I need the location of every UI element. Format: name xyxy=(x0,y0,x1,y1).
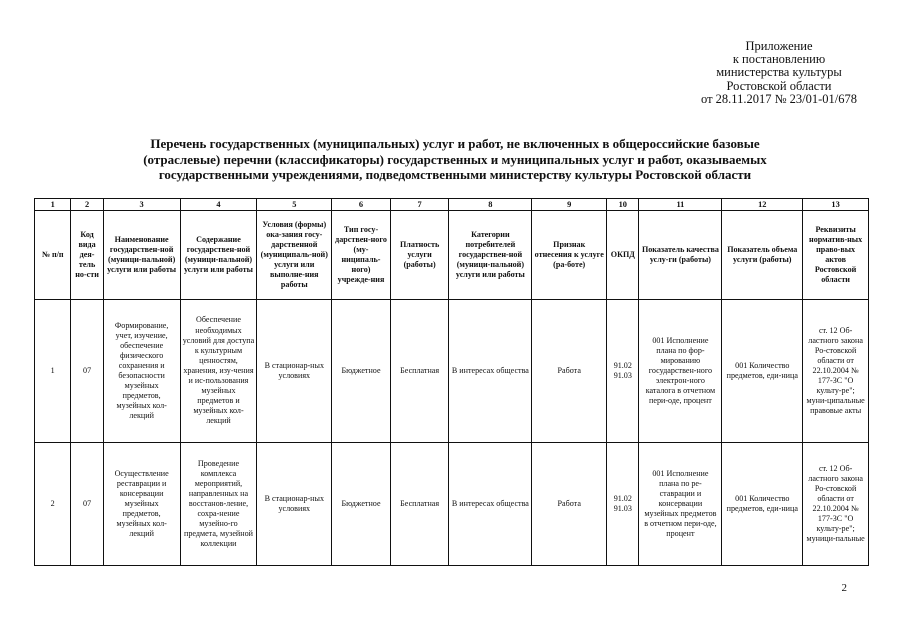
appendix-block xyxy=(701,40,857,106)
column-header: Признак отнесения к услуге (ра-боте) xyxy=(532,211,607,300)
cell-okpd: 91.02 91.03 xyxy=(607,443,639,566)
column-header: Реквизиты норматив-ных право-вых актов Ростовской области xyxy=(803,211,869,300)
cell-payment: Бесплатная xyxy=(390,443,449,566)
column-header: Показатель объема услуги (работы) xyxy=(722,211,803,300)
cell-acts: ст. 12 Об-ластного закона Ро-стовской области от 22.10.2004 № 177-ЗС "О культу-ре"; муници-пальные xyxy=(803,443,869,566)
column-header: № п/п xyxy=(35,211,71,300)
column-header: Категории потребителей государствен-ной (муници-пальной) услуги или работы xyxy=(449,211,532,300)
appendix-line: к постановлению xyxy=(732,52,826,67)
cell-volume: 001 Количество предметов, еди-ница xyxy=(722,300,803,443)
column-header: Тип госу-дарствен-ного (му-ниципаль-ного) учрежде-ния xyxy=(332,211,391,300)
column-header: Наименование государствен-ной (муници-пальной) услуги или работы xyxy=(103,211,180,300)
column-number-cell: 13 xyxy=(803,199,869,211)
column-number-cell: 5 xyxy=(257,199,332,211)
table-row xyxy=(35,300,869,443)
cell-sign: Работа xyxy=(532,300,607,443)
column-header: Содержание государствен-ной (муници-пальной) услуги или работы xyxy=(180,211,257,300)
column-header: Показатель качества услу-ги (работы) xyxy=(639,211,722,300)
column-number-cell: 9 xyxy=(532,199,607,211)
column-number-cell: 12 xyxy=(722,199,803,211)
column-number-cell: 7 xyxy=(390,199,449,211)
column-number-cell: 1 xyxy=(35,199,71,211)
cell-quality: 001 Исполнение плана по фор-мированию государствен-ного электрон-ного каталога в отчетном пери-оде, процент xyxy=(639,300,722,443)
column-header: ОКПД xyxy=(607,211,639,300)
document-title xyxy=(60,136,850,183)
services-table xyxy=(34,198,869,566)
column-number-cell: 10 xyxy=(607,199,639,211)
column-number-cell: 11 xyxy=(639,199,722,211)
cell-quality: 001 Исполнение плана по ре-ставрации и консервации музейных предметов в отчетном пери-оде, процент xyxy=(639,443,722,566)
appendix-line: Приложение xyxy=(745,39,813,53)
cell-payment: Бесплатная xyxy=(390,300,449,443)
column-number-cell: 8 xyxy=(449,199,532,211)
cell-code: 07 xyxy=(71,300,103,443)
title-line: (отраслевые) перечни (классификаторы) государственных и муниципальных услуг и работ, оказываемых xyxy=(143,151,767,167)
column-header: Код вида дея-тель но-сти xyxy=(71,211,103,300)
cell-acts: ст. 12 Об-ластного закона Ро-стовской области от 22.10.2004 № 177-ЗС "О культу-ре"; муни-ципальные правовые акты xyxy=(803,300,869,443)
cell-name: Осуществление реставрации и консервации музейных предметов, музейных кол-лекций xyxy=(103,443,180,566)
column-number-row xyxy=(35,199,869,211)
cell-type: Бюджетное xyxy=(332,300,391,443)
cell-conditions: В стационар-ных условиях xyxy=(257,300,332,443)
cell-num: 1 xyxy=(35,300,71,443)
table-row xyxy=(35,443,869,566)
cell-type: Бюджетное xyxy=(332,443,391,566)
cell-content: Проведение комплекса мероприятий, направленных на восстанов-ление, сохра-нение музейно-го предмета, музейной коллекции xyxy=(180,443,257,566)
cell-name: Формирование, учет, изучение, обеспечение физического сохранения и безопасности музейных предметов, музейных кол-лекций xyxy=(103,300,180,443)
appendix-line: Ростовской области xyxy=(726,78,832,93)
column-number-cell: 2 xyxy=(71,199,103,211)
title-line: государственными учреждениями, подведомственными министерству культуры Ростовской области xyxy=(158,167,752,182)
appendix-line: министерства культуры xyxy=(716,65,842,80)
cell-conditions: В стационар-ных условиях xyxy=(257,443,332,566)
column-header: Условия (формы) ока-зания госу-дарственной (муниципаль-ной) услуги или выполне-ния работы xyxy=(257,211,332,300)
column-number-cell: 6 xyxy=(332,199,391,211)
appendix-date-line: от 28.11.2017 № 23/01-01/678 xyxy=(701,91,857,106)
title-line: Перечень государственных (муниципальных) услуг и работ, не включенных в общероссийские базовые xyxy=(150,136,760,151)
column-number-cell: 4 xyxy=(180,199,257,211)
cell-consumers: В интересах общества xyxy=(449,300,532,443)
column-header: Платность услуги (работы) xyxy=(390,211,449,300)
cell-content: Обеспечение необходимых условий для доступа к культурным ценностям, хранения, изу-чения и ис-пользования музейных предметов и музейных кол-лекций xyxy=(180,300,257,443)
cell-sign: Работа xyxy=(532,443,607,566)
header-row xyxy=(35,211,869,300)
cell-volume: 001 Количество предметов, еди-ница xyxy=(722,443,803,566)
column-number-cell: 3 xyxy=(103,199,180,211)
cell-code: 07 xyxy=(71,443,103,566)
cell-okpd: 91.02 91.03 xyxy=(607,300,639,443)
cell-consumers: В интересах общества xyxy=(449,443,532,566)
page-number: 2 xyxy=(841,582,847,594)
cell-num: 2 xyxy=(35,443,71,566)
